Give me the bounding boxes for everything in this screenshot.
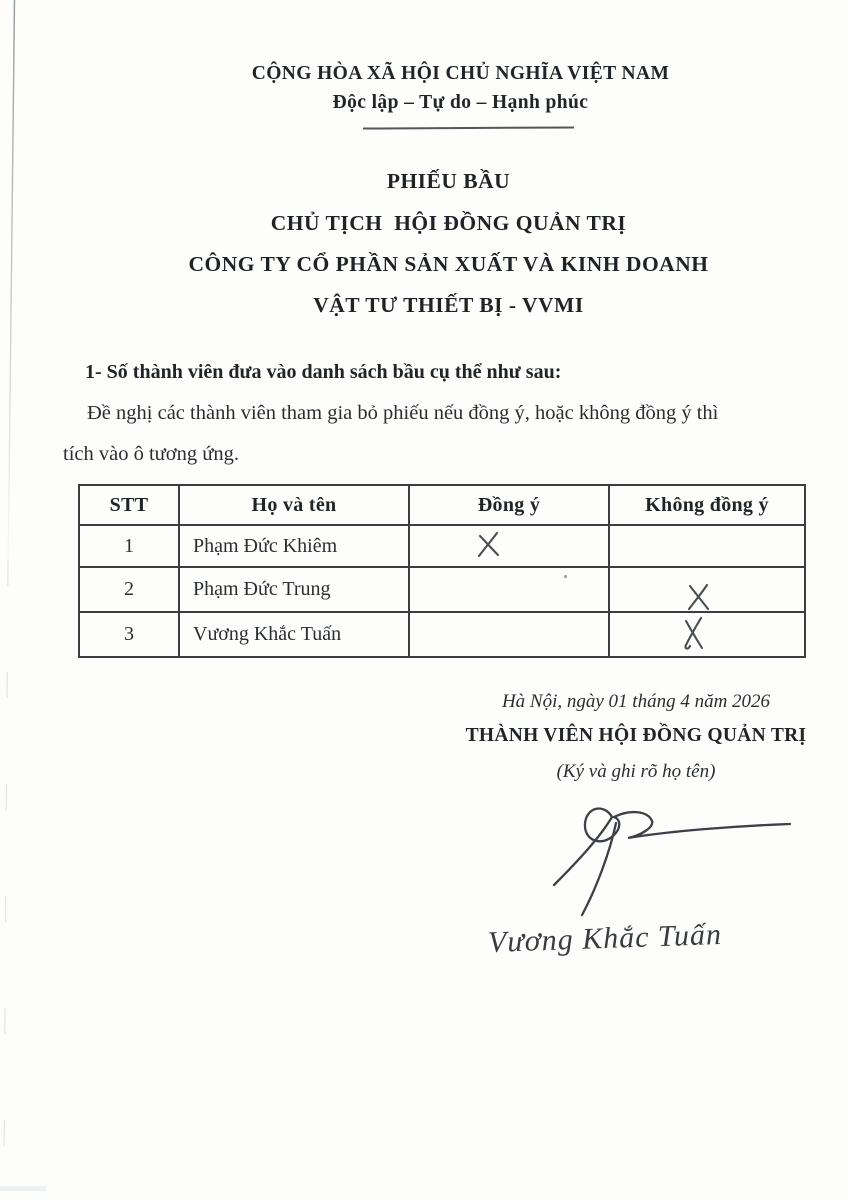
column-header-name: Họ và tên: [179, 485, 409, 525]
table-header-row: [79, 485, 805, 525]
handwritten-signature: [530, 797, 798, 919]
national-motto-line1: CỘNG HÒA XÃ HỘI CHỦ NGHĨA VIỆT NAM: [251, 63, 670, 84]
document-title-line3: CÔNG TY CỔ PHẦN SẢN XUẤT VÀ KINH DOANH: [188, 252, 709, 276]
table-row: [79, 612, 805, 657]
stt-cell: 3: [79, 612, 179, 657]
document-title-line1: PHIẾU BẦU: [386, 169, 511, 193]
sign-instruction: (Ký và ghi rõ họ tên): [556, 761, 716, 782]
table-row: [79, 525, 805, 567]
candidate-name-cell: Phạm Đức Trung: [179, 567, 409, 612]
table-row: [79, 567, 805, 612]
vote-cell-disagree: [609, 525, 805, 567]
candidate-name-cell: Phạm Đức Khiêm: [179, 525, 409, 567]
date-place-line: Hà Nội, ngày 01 tháng 4 năm 2026: [501, 691, 771, 712]
column-header-disagree: Không đồng ý: [609, 485, 805, 525]
vote-cell-agree: [409, 525, 609, 567]
vote-cell-agree: [409, 567, 609, 612]
vote-cell-agree: [409, 612, 609, 657]
signed-name-script: Vương Khắc Tuấn: [487, 917, 723, 960]
document-title-line4: VẬT TƯ THIẾT BỊ - VVMI: [313, 293, 584, 317]
vote-cell-disagree: [609, 567, 805, 612]
column-header-stt: STT: [79, 485, 179, 525]
stt-cell: 2: [79, 567, 179, 612]
section-heading: 1- Số thành viên đưa vào danh sách bầu cụ thể như sau:: [85, 361, 562, 383]
vote-cell-disagree: [609, 612, 805, 657]
document-title-line2: CHỦ TỊCH HỘI ĐỒNG QUẢN TRỊ: [270, 211, 627, 235]
national-motto-line2: Độc lập – Tự do – Hạnh phúc: [332, 92, 589, 113]
signer-title: THÀNH VIÊN HỘI ĐỒNG QUẢN TRỊ: [465, 725, 807, 746]
candidate-name-cell: Vương Khắc Tuấn: [179, 612, 409, 657]
instruction-line1: Đề nghị các thành viên tham gia bỏ phiếu nếu đồng ý, hoặc không đồng ý thì: [87, 402, 719, 424]
stt-cell: 1: [79, 525, 179, 567]
stray-pen-speck: [564, 575, 567, 578]
ballot-table: [78, 484, 806, 658]
instruction-line2: tích vào ô tương ứng.: [63, 443, 239, 465]
column-header-agree: Đồng ý: [409, 485, 609, 525]
